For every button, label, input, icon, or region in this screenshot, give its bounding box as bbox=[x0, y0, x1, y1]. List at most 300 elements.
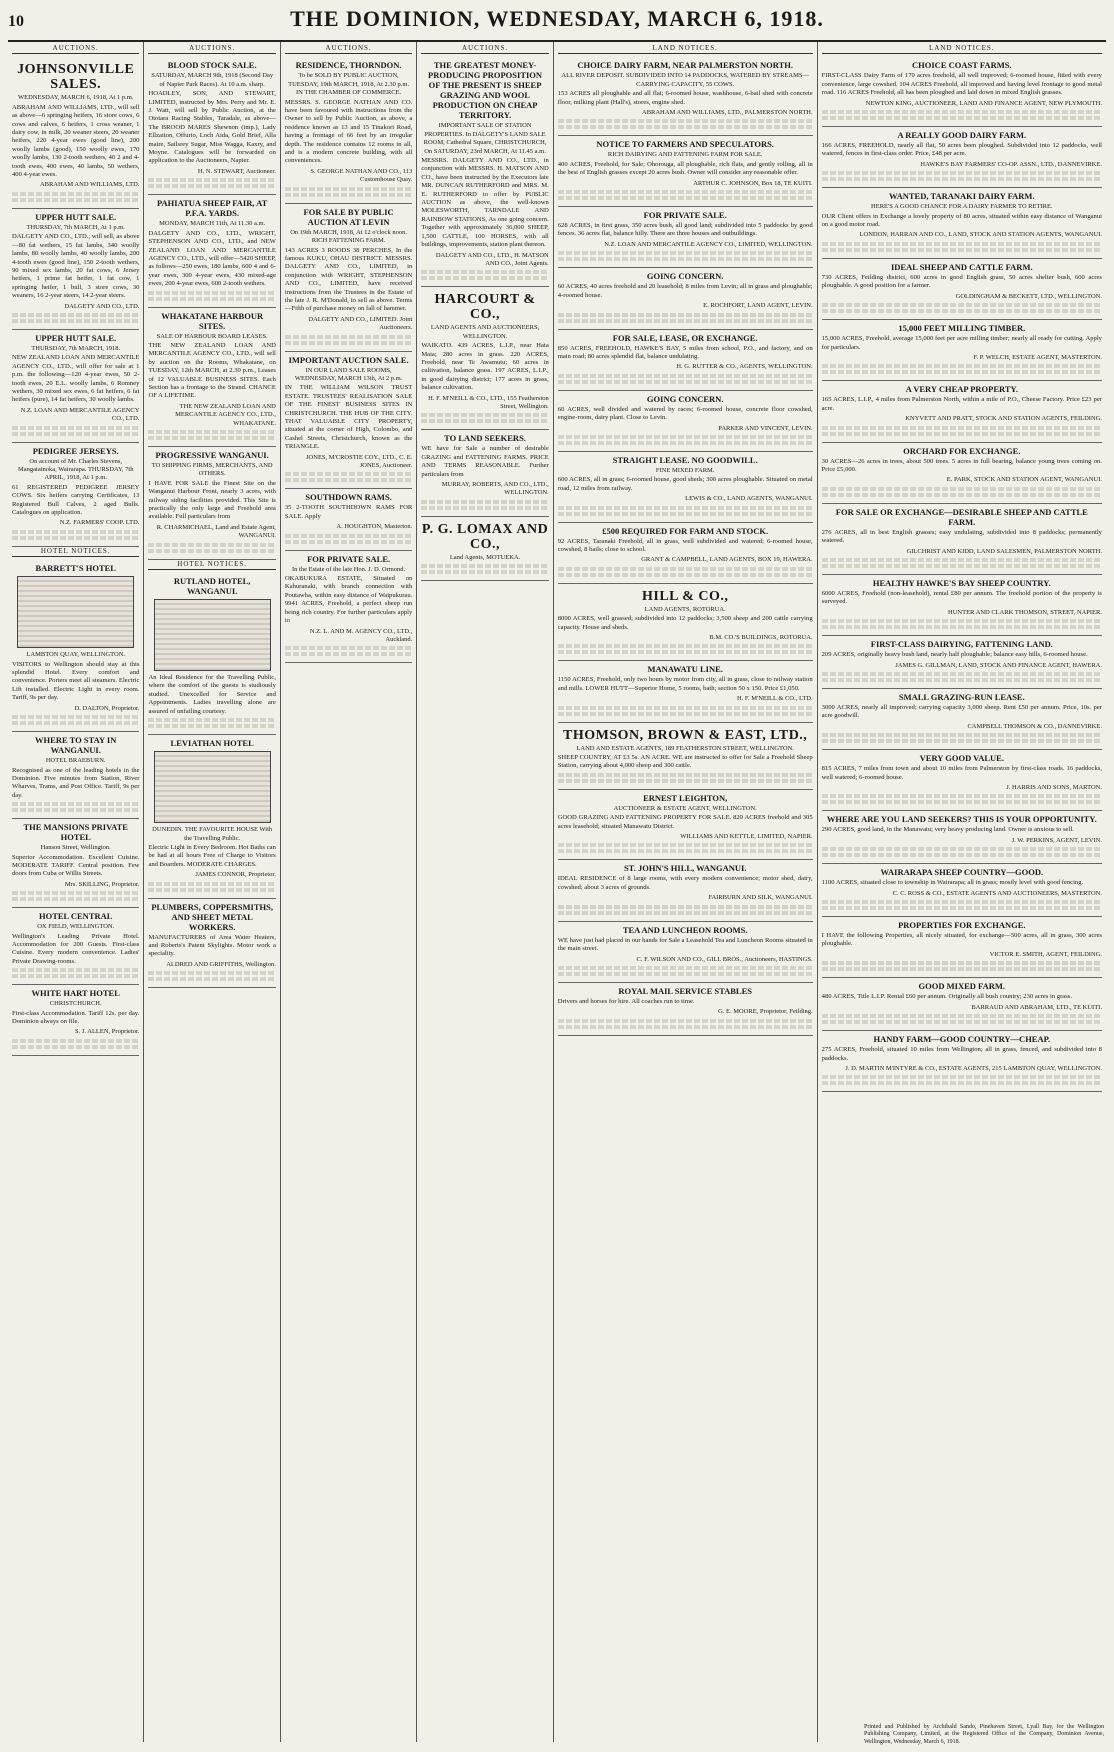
text-filler bbox=[822, 678, 1102, 682]
ad-body: DALGETY AND CO., LTD., will sell, as above—80 fat wethers, 15 fat lambs, 340 woolly lambs, 80 woolly lambs, 40 woolly lambs, 200 4-tooth ewes (good line), 150 2-tooth wethers, 90 mixed sex lambs, 20 fat cows, 6 Jersey heifers, 1 prime fat heifer, 1 fat cow, 1 springing heifer, 1 bull, 3 store cows, 30 weaners, 16 2-year steers, 14 2-year steers. bbox=[12, 233, 140, 300]
ad-subheading: OX FIELD, WELLINGTON. bbox=[37, 923, 115, 931]
ad-body: I HAVE the following Properties, all nicely situated, for exchange—500 acres, all in grass, 300 acres ploughable. bbox=[821, 932, 1102, 948]
ad-heading: PROPERTIES FOR EXCHANGE. bbox=[898, 920, 1026, 931]
hotel-ad bbox=[12, 560, 139, 732]
text-filler bbox=[558, 196, 813, 200]
ad-heading: HOTEL CENTRAL bbox=[38, 911, 113, 922]
ad-body: SHEEP COUNTRY, AT £3 5s. AN ACRE. WE are instructed to offer for Sale a Freehold Sheep Station, carrying about 4,000 sheep and 300 cattle. bbox=[557, 754, 813, 770]
ad-signature: B.M. CO.'S BUILDINGS, ROTORUA. bbox=[709, 634, 813, 641]
classified-ad bbox=[558, 57, 813, 136]
ad-body: OKABUKURA ESTATE, Situated on Kahuranaki, with branch connection with Poutawha, within easy distance of Waipukurau. 9941 ACRES, Freehold, a perfect sheep run being rich country. For further particulars apply to bbox=[284, 575, 413, 625]
ad-heading: UPPER HUTT SALE. bbox=[35, 211, 117, 222]
ad-heading: 15,000 FEET MILLING TIMBER. bbox=[898, 323, 1026, 334]
text-filler bbox=[558, 512, 813, 516]
section-heading: AUCTIONS. bbox=[12, 44, 139, 54]
ad-subheading: LAND AGENTS AND AUCTIONEERS, WELLINGTON. bbox=[430, 324, 540, 340]
ad-body: I HAVE FOR SALE the Finest Site on the Wanganui Harbour Front, nearly 3 acres, with railway siding facilities provided. This Site is practically the only large and Freehold area available. Full particulars from bbox=[148, 479, 276, 521]
ad-body: WE have for Sale a number of desirable GRAZING and FATTENING FARMS. PRICE AND TERMS REASONABLE. Further particulars from bbox=[421, 445, 549, 478]
ad-signature: H. G. RUTTER & CO., AGENTS, WELLINGTON. bbox=[676, 363, 813, 371]
ad-heading: CHOICE DAIRY FARM, NEAR PALMERSTON NORTH. bbox=[577, 60, 793, 71]
ad-heading: HARCOURT & CO., bbox=[434, 292, 536, 323]
text-filler bbox=[421, 276, 548, 280]
text-filler bbox=[822, 242, 1102, 246]
ad-subheading: CHRISTCHURCH. bbox=[49, 1000, 102, 1008]
text-filler bbox=[822, 171, 1102, 175]
text-filler bbox=[12, 897, 139, 901]
ad-heading: A VERY CHEAP PROPERTY. bbox=[905, 384, 1019, 395]
ad-heading: SMALL GRAZING-RUN LEASE. bbox=[898, 692, 1025, 702]
hotel-illustration bbox=[154, 599, 271, 671]
text-filler bbox=[558, 374, 813, 378]
ad-body: MESSRS. S. GEORGE NATHAN AND CO. have been favoured with instructions from the Owner to sell by Public Auction, as above, a residence known as 13 and 15 Tinakori Road, having a frontage of 66 feet by an irregular depth. The residence contains 12 rooms in all, and is a modern concrete building, with all conveniences. bbox=[284, 98, 413, 165]
ad-signature: LEWIS & CO., LAND AGENTS, WANGANUI. bbox=[685, 495, 813, 503]
ad-signature: KNYVETT AND PRATT, STOCK AND STATION AGENTS, FEILDING. bbox=[905, 415, 1102, 423]
text-filler bbox=[822, 900, 1102, 904]
ad-signature: GILCHRIST AND KIDD, LAND SALESMEN, PALMERSTON NORTH. bbox=[906, 547, 1102, 555]
ad-body: Drivers and horses for hire. All coaches run to time. bbox=[557, 997, 695, 1005]
ad-body: 35 2-TOOTH SOUTHDOWN RAMS FOR SALE. Apply bbox=[284, 504, 413, 520]
ad-signature: F. P. WELCH, ESTATE AGENT, MASTERTON. bbox=[973, 353, 1102, 361]
ad-body: 166 ACRES, FREEHOLD, nearly all flat, 50 acres been ploughed. Subdivided into 12 paddocks, well watered, fences in first-class order. Price, £48 per acre. bbox=[821, 142, 1102, 158]
text-filler bbox=[558, 567, 813, 571]
text-filler bbox=[822, 672, 1102, 676]
text-filler bbox=[822, 625, 1102, 629]
text-filler bbox=[12, 1045, 139, 1049]
ad-heading: FOR SALE OR EXCHANGE—DESIRABLE SHEEP AND CATTLE FARM. bbox=[835, 506, 1088, 527]
ad-body: 3000 ACRES, nearly all improved; carrying capacity 3,000 sheep. Rent £50 per annum. Price, 10s. per acre goodwill. bbox=[821, 704, 1102, 720]
ad-signature: DALGETY AND CO., LIMITED. Joint Auctioneers. bbox=[308, 315, 413, 332]
ad-heading: MANAWATU LINE. bbox=[647, 664, 723, 675]
classified-ad bbox=[558, 207, 813, 268]
ad-heading: JOHNSONVILLE SALES. bbox=[17, 62, 135, 93]
ad-heading: WHERE TO STAY IN WANGANUI. bbox=[35, 735, 117, 756]
classified-ad bbox=[558, 391, 813, 452]
text-filler bbox=[558, 779, 813, 783]
ad-signature: MURRAY, ROBERTS, AND CO., LTD., WELLINGTON. bbox=[441, 481, 549, 497]
text-filler bbox=[148, 549, 275, 553]
text-filler bbox=[12, 891, 139, 895]
ad-signature: N.Z. LOAN AND MERCANTILE AGENCY CO., LTD. bbox=[20, 406, 140, 423]
ad-heading: VERY GOOD VALUE. bbox=[919, 753, 1004, 764]
ad-body: 628 ACRES, in first grass, 350 acres bush, all good land; subdivided into 5 paddocks by good fences. 36 acres flat, balance hilly. There are three houses and outbuildings. bbox=[557, 222, 813, 238]
ad-heading: WHERE ARE YOU LAND SEEKERS? THIS IS YOUR OPPORTUNITY. bbox=[826, 814, 1097, 825]
classified-ad bbox=[285, 551, 412, 664]
ad-body: DALGETY AND CO., LTD., WRIGHT, STEPHENSON AND CO., LTD., and NEW ZEALAND LOAN AND MERCANTILE AGENCY CO., LTD., will offer—5420 SHEEP, as follows—250 ewes, 180 lambs, 600 4 and 6-year ewes, 300 4-year ewes, 430 mixed-age ewes, 200 4-year ewes, 600 2-tooth wethers. bbox=[148, 229, 276, 288]
text-filler bbox=[285, 472, 412, 476]
ad-signature: J. W. PERKINS, AGENT, LEVIN. bbox=[1011, 836, 1102, 844]
ad-signature: HAWKE'S BAY FARMERS' CO-OP. ASSN., LTD., DANNEVIRKE. bbox=[920, 160, 1102, 168]
classified-ad bbox=[822, 864, 1102, 917]
imprint: Printed and Published by Archibald Sando, Pinehaven Street, Lyall Bay, for the Wellington Publishing Company, Limited, at the Registered Office of the Company, Dominion Avenue, Wellington, Wednesday, March 6, 1918. bbox=[864, 1723, 1104, 1745]
classified-ad bbox=[822, 259, 1102, 320]
text-filler bbox=[148, 430, 275, 434]
ad-heading: BARRETT'S HOTEL bbox=[35, 563, 116, 574]
text-filler bbox=[558, 1019, 813, 1023]
hotel-ad bbox=[12, 819, 139, 908]
text-filler bbox=[12, 536, 139, 540]
text-filler bbox=[822, 733, 1102, 737]
classified-ad bbox=[285, 57, 412, 203]
ad-signature: JAMES G. GILLMAN, LAND, STOCK AND FINANCE AGENT, HAWERA. bbox=[895, 661, 1102, 669]
text-filler bbox=[558, 313, 813, 317]
text-filler bbox=[558, 843, 813, 847]
classified-ad bbox=[822, 811, 1102, 864]
text-filler bbox=[148, 184, 275, 188]
text-filler bbox=[822, 853, 1102, 857]
column-auctions-2 bbox=[144, 42, 280, 1742]
classified-ad bbox=[822, 689, 1102, 750]
ad-body: Electric Light in Every Bedroom. Hot Baths can be had at all hours Free of Charge to Visitors and Boarders. MODERATE CHARGES. bbox=[148, 843, 276, 868]
section-heading: LAND NOTICES. bbox=[822, 44, 1102, 54]
text-filler bbox=[285, 540, 412, 544]
classified-ad bbox=[822, 978, 1102, 1031]
ad-body: Superior Accommodation. Excellent Cuisine. MODERATE TARIFF. Central position. Few doors from Cuba or Willis Streets. bbox=[12, 853, 140, 878]
ad-heading: FIRST-CLASS DAIRYING, FATTENING LAND. bbox=[870, 639, 1053, 650]
text-filler bbox=[421, 500, 548, 504]
column-auctions-3 bbox=[281, 42, 417, 1742]
ad-subheading: HERE'S A GOOD CHANCE FOR A DAIRY FARMER TO RETIRE. bbox=[871, 203, 1053, 211]
ad-signature: DALGETY AND CO., LTD., H. MATSON AND CO., Joint Agents. bbox=[435, 251, 549, 267]
hotel-ad bbox=[12, 908, 139, 985]
ad-signature: GRANT & CAMPBELL, LAND AGENTS, BOX 19, HAWERA. bbox=[641, 556, 813, 564]
ad-signature: JONES, M'CROSTIE COY., LTD., C. E. JONES, Auctioneer. bbox=[306, 453, 413, 470]
ad-signature: C. F. WILSON AND CO., GILL BROS., Auctioneers, HASTINGS. bbox=[636, 955, 813, 963]
ad-body: HOADLEY, SON, AND STEWART, LIMITED, instructed by Mrs. Perry and Mr. E. J. Watt, will sell by Public Auction, at the Ototara Racing Stables, Taradale, as above—The BROOD MARES Shewnon (imp.), Lady Ellzaiton, Offurio, Loch Aida, Gold Brief, Alla maire, Sailsrey Sugar, Miss Wagga, Kaxry, and Moyne. Catalogues will be forwarded on application to the Auctioneers, Napier. bbox=[148, 90, 276, 165]
text-filler bbox=[285, 478, 412, 482]
classified-ad bbox=[822, 575, 1102, 636]
ad-body: 61 REGISTERED PEDIGREE JERSEY COWS. Six heifers carrying Certificates, 13 Registered Bull Calves, 2 aged Bulls. Catalogues on application. bbox=[12, 483, 140, 517]
classified-ad bbox=[148, 308, 275, 447]
classified-ad bbox=[558, 523, 813, 584]
ad-signature: D. DALTON, Proprietor. bbox=[74, 704, 140, 712]
text-filler bbox=[558, 712, 813, 716]
text-filler bbox=[148, 291, 275, 295]
hotel-ad bbox=[148, 899, 275, 989]
text-filler bbox=[148, 436, 275, 440]
ad-heading: ORCHARD FOR EXCHANGE. bbox=[903, 445, 1021, 456]
ad-heading: HEALTHY HAWKE'S BAY SHEEP COUNTRY. bbox=[872, 577, 1051, 588]
ad-signature: VICTOR E. SMITH, AGENT, FEILDING. bbox=[989, 950, 1102, 958]
text-filler bbox=[558, 506, 813, 510]
text-filler bbox=[285, 187, 412, 191]
column-land-notices-2 bbox=[818, 42, 1106, 1742]
ad-signature: GOLDINGHAM & BECKETT, LTD., WELLINGTON. bbox=[955, 292, 1102, 300]
classified-ad bbox=[822, 917, 1102, 978]
ad-heading: SOUTHDOWN RAMS. bbox=[305, 492, 392, 503]
column-auctions-1 bbox=[8, 42, 144, 1742]
ad-heading: THOMSON, BROWN & EAST, LTD., bbox=[563, 727, 808, 743]
text-filler bbox=[558, 125, 813, 129]
text-filler bbox=[12, 808, 139, 812]
ad-body: 60 ACRES, well divided and watered by races; 6-roomed house, concrete floor cowshed, engine-room, dairy plant. Close to Levin. bbox=[557, 405, 813, 422]
newspaper-title: THE DOMINION, WEDNESDAY, MARCH 6, 1918. bbox=[290, 6, 824, 31]
text-filler bbox=[12, 426, 139, 430]
ad-body: FIRST-CLASS Dairy Farm of 170 acres freehold, all well improved; 6-roomed house, fitted with every convenience, large cowshed. 104 ACRES Freehold, all improved and having level frontage to good metal road. 116 ACRES Freehold, all has been ploughed and laid down in mixed English grasses. bbox=[821, 72, 1102, 97]
ad-heading: FOR SALE BY PUBLIC AUCTION AT LEVIN bbox=[303, 206, 394, 227]
hotel-illustration bbox=[17, 576, 134, 648]
ad-body: 15,000 ACRES, Freehold, average 15,000 feet per acre milling timber; nearly all ready for cutting. Apply for particulars. bbox=[821, 335, 1102, 351]
text-filler bbox=[558, 905, 813, 909]
ad-body: 1100 ACRES, situated close to township in Wairarapa; all in grass; mostly level with good fencing. bbox=[821, 879, 1084, 887]
ad-signature: S. J. ALLEN, Proprietor. bbox=[74, 1028, 140, 1036]
text-filler bbox=[822, 364, 1102, 368]
ad-heading: FOR SALE, LEASE, OR EXCHANGE. bbox=[612, 332, 758, 343]
ad-signature: C. C. ROSS & CO., ESTATE AGENTS AND AUCTIONEERS, MASTERTON. bbox=[892, 889, 1102, 897]
text-filler bbox=[822, 800, 1102, 804]
ad-signature: JAMES CONNOR, Proprietor. bbox=[195, 871, 276, 879]
ad-subheading: DUNEDIN. THE FAVOURITE HOUSE With the Travelling Public. bbox=[152, 826, 273, 842]
text-filler bbox=[421, 506, 548, 510]
ad-body: Wellington's Leading Private Hotel. Accommodation for 200 Guests. First-class Cuisine. Every modern convenience. Ladies' Private Drawing-rooms. bbox=[12, 932, 140, 965]
text-filler bbox=[12, 432, 139, 436]
ad-subheading: RICH DAIRYING AND FATTENING FARM FOR SALE. bbox=[607, 151, 763, 159]
ad-heading: GOOD MIXED FARM. bbox=[918, 981, 1006, 992]
classified-ad bbox=[285, 352, 412, 490]
text-filler bbox=[822, 1081, 1102, 1085]
ad-heading: ST. JOHN'S HILL, WANGANUI. bbox=[623, 863, 747, 874]
section-heading: AUCTIONS. bbox=[148, 44, 275, 54]
classified-ad bbox=[421, 517, 548, 581]
classified-ad bbox=[822, 57, 1102, 127]
ad-body: GOOD GRAZING AND FATTENING PROPERTY FOR SALE. 820 ACRES freehold and 305 acres leasehold; situated Manawatu District. bbox=[557, 814, 813, 830]
masthead bbox=[8, 6, 1106, 42]
ad-signature: NEWTON KING, AUCTIONEER, LAND AND FINANCE AGENT, NEW PLYMOUTH. bbox=[865, 99, 1102, 107]
ad-body: IDEAL RESIDENCE of 8 large rooms, with every modern convenience; motor shed, dairy, cowshed; about 3 acres of grounds. bbox=[557, 875, 813, 891]
classified-ad bbox=[822, 636, 1102, 689]
ad-signature: R. CHARMICHAEL, Land and Estate Agent, WANGANUI. bbox=[156, 523, 276, 540]
classified-ad bbox=[421, 57, 548, 287]
ad-heading: IDEAL SHEEP AND CATTLE FARM. bbox=[890, 261, 1033, 272]
hotel-ad bbox=[12, 985, 139, 1056]
ad-subheading: FINE MIXED FARM. bbox=[655, 466, 715, 474]
ad-body: 143 ACRES 3 ROODS 38 PERCHES, In the famous KUKU, OHAU DISTRICT. MESSRS. DALGETY AND CO., LIMITED, in conjunction with WRIGHT, STEPHENSON AND CO., LIMITED, have received instructions from the Trustees in the Estate of the late J. R. M'Donald, to sell as above. Terms—Fifth of purchase money on fall of hammer. bbox=[284, 246, 413, 313]
text-filler bbox=[148, 297, 275, 301]
hotel-section-heading: HOTEL NOTICES. bbox=[148, 560, 275, 570]
classified-ad bbox=[558, 661, 813, 722]
text-filler bbox=[421, 564, 548, 568]
text-filler bbox=[558, 441, 813, 445]
page-number: 10 bbox=[8, 13, 24, 30]
text-filler bbox=[822, 432, 1102, 436]
text-filler bbox=[12, 192, 139, 196]
text-filler bbox=[822, 487, 1102, 491]
ad-signature: BARRAUD AND ABRAHAM, LTD., TE KUITI. bbox=[971, 1003, 1102, 1011]
classified-ad bbox=[12, 330, 139, 443]
text-filler bbox=[421, 570, 548, 574]
ad-heading: HANDY FARM—GOOD COUNTRY—CHEAP. bbox=[873, 1034, 1051, 1045]
text-filler bbox=[822, 558, 1102, 562]
ad-heading: ERNEST LEIGHTON, bbox=[643, 792, 728, 803]
ad-heading: FOR PRIVATE SALE. bbox=[307, 553, 391, 564]
classified-ad bbox=[12, 443, 139, 547]
ad-body: 153 ACRES all ploughable and all flat; 6-roomed house, washhouse, 6-bail shed with concrete floor, milking plant (Hall's), stores, engine shed. bbox=[557, 90, 813, 106]
classified-ad bbox=[421, 430, 548, 516]
ad-subheading: THURSDAY, 7th MARCH, At 1 p.m. bbox=[26, 223, 125, 231]
ad-subheading: AUCTIONEER & ESTATE AGENT, WELLINGTON. bbox=[613, 804, 757, 812]
classified-ad bbox=[822, 750, 1102, 811]
classified-ad bbox=[12, 209, 139, 330]
ad-body: MESSRS. DALGETY AND CO., LTD., in conjunction with MESSRS. H. MATSON AND CO., have been instructed by the Executors late MR. DUNCAN RUTHERFORD and MRS. M. E. RUTHERFORD to offer by PUBLIC AUCTION as above, the well-known MOLESWORTH, TARNDALE AND RAINBOW STATIONS, As one going concern. Together with approximately 36,000 SHEEP, 1,500 CATTLE, 100 HORSES, with all buildings, improvements, station plant thereon. bbox=[421, 157, 549, 249]
ad-subheading: Hanson Street, Wellington. bbox=[40, 844, 111, 852]
ad-subheading: ALL RIVER DEPOSIT. SUBDIVIDED INTO 14 PADDOCKS, WATERED BY STREAMS—CARRYING CAPACITY, 55 COWS. bbox=[561, 72, 809, 88]
ad-body: 1150 ACRES, Freehold, only two hours by motor from city, all in grass, close to railway station and mills. LOWER HUTT—Superior Home, 5 rooms, bath; section 50 x 150. Price £1,050. bbox=[557, 676, 813, 692]
ad-body: MANUFACTURERS of Area Water Heaters, and Roberts's Patent Skylights. Motor work a speciality. bbox=[148, 933, 276, 958]
classified-ad bbox=[285, 489, 412, 550]
ad-signature: ALDRED AND GRIFFITHS, Wellington. bbox=[166, 960, 276, 968]
ad-signature: N.Z. L. AND M. AGENCY CO., LTD., Auckland. bbox=[309, 627, 413, 643]
classified-ad bbox=[558, 723, 813, 790]
ad-body: 276 ACRES, all in best English grasses; easy undulating, subdivided into 8 paddocks; permanently watered. bbox=[821, 528, 1102, 545]
ad-signature: H. N. STEWART, Auctioneer. bbox=[197, 167, 276, 175]
text-filler bbox=[12, 530, 139, 534]
ad-signature: LONDON, HARRAN AND CO., LAND, STOCK AND STATION AGENTS, WANGANUI. bbox=[859, 231, 1102, 239]
ad-heading: WHAKATANE HARBOUR SITES. bbox=[161, 310, 264, 331]
text-filler bbox=[12, 198, 139, 202]
text-filler bbox=[148, 882, 275, 886]
ad-signature: J. D. MARTIN M'INTYRE & CO., ESTATE AGENTS, 215 LAMBTON QUAY, WELLINGTON. bbox=[845, 1064, 1102, 1072]
ad-subheading: To be SOLD BY PUBLIC AUCTION, TUESDAY, 19th MARCH, 1918, At 2.30 p.m. IN THE CHAMBER OF COMMERCE. bbox=[288, 72, 410, 97]
ad-body: 92 ACRES, Taranaki Freehold, all in grass, well subdivided and watered; 6-roomed house, cowshed, 8 bails; close to school. bbox=[557, 537, 813, 553]
text-filler bbox=[822, 564, 1102, 568]
column-auctions-4 bbox=[417, 42, 553, 1742]
ad-subheading: SATURDAY, MARCH 9th, 1918 (Second Day of Napier Park Races). At 10 a.m. sharp. bbox=[151, 72, 274, 88]
ad-heading: HILL & CO., bbox=[641, 588, 729, 604]
ad-heading: UPPER HUTT SALE. bbox=[35, 332, 117, 343]
text-filler bbox=[822, 961, 1102, 965]
ad-signature: DALGETY AND CO., LTD. bbox=[64, 302, 140, 310]
ad-signature: G. E. MOORE, Proprietor, Feilding. bbox=[718, 1008, 813, 1016]
text-filler bbox=[12, 1039, 139, 1043]
ad-subheading: SALE OF HARBOUR BOARD LEASES. bbox=[156, 332, 268, 340]
ad-body: 400 ACRES, Freehold, for Sale; Ohorouga, all ploughable, rich flats, and gently rolling, all in the best of English grasses except 20 acres bush. Owner will consider any reasonable offer. bbox=[557, 160, 813, 177]
text-filler bbox=[822, 248, 1102, 252]
ad-body: 815 ACRES, 7 miles from town and about 10 miles from Palmerston by first-class roads. 16 paddocks, well watered; 6-roomed house. bbox=[821, 765, 1102, 781]
text-filler bbox=[558, 573, 813, 577]
ad-subheading: On 19th MARCH, 1918, At 12 o'clock noon. RICH FATTENING FARM. bbox=[290, 228, 407, 245]
ad-subheading: In the Estate of the late Hon. J. D. Ormond. bbox=[292, 565, 406, 573]
text-filler bbox=[12, 715, 139, 719]
ad-signature: ABRAHAM AND WILLIAMS, LTD. bbox=[39, 181, 140, 189]
text-filler bbox=[12, 721, 139, 725]
ad-body: WE have just had placed in our hands for Sale a Leasehold Tea and Luncheon Rooms situated in the main street. bbox=[557, 936, 813, 953]
classified-ad bbox=[558, 452, 813, 523]
ad-heading: BLOOD STOCK SALE. bbox=[167, 60, 257, 71]
text-filler bbox=[285, 534, 412, 538]
text-filler bbox=[558, 650, 813, 654]
ad-heading: THE MANSIONS PRIVATE HOTEL bbox=[23, 822, 128, 843]
hotel-illustration bbox=[154, 751, 271, 823]
text-filler bbox=[12, 968, 139, 972]
text-filler bbox=[822, 493, 1102, 497]
classified-ad bbox=[558, 330, 813, 391]
text-filler bbox=[148, 724, 275, 728]
ad-heading: A REALLY GOOD DAIRY FARM. bbox=[897, 130, 1027, 141]
text-filler bbox=[148, 543, 275, 547]
ad-signature: THE NEW ZEALAND LOAN AND MERCANTILE AGENCY CO., LTD., WHAKATANE. bbox=[175, 402, 276, 427]
ad-signature: J. HARRIS AND SONS, MARTON. bbox=[1006, 784, 1102, 792]
ad-heading: PAHIATUA SHEEP FAIR, AT P.F.A. YARDS. bbox=[156, 198, 268, 219]
classified-ad bbox=[822, 443, 1102, 504]
ad-signature: CAMPBELL THOMSON & CO., DANNEVIRKE. bbox=[967, 722, 1102, 730]
hotel-ad bbox=[148, 735, 275, 898]
ad-heading: RESIDENCE, THORNDON. bbox=[295, 60, 402, 71]
text-filler bbox=[822, 110, 1102, 114]
classified-ad bbox=[558, 860, 813, 921]
ad-signature: E. PARK, STOCK AND STATION AGENT, WANGANUI. bbox=[946, 476, 1102, 484]
ad-body: VISITORS to Wellington should stay at this splendid Hotel. Every comfort and convenience. Porters meet all steamers. Electric Lift installed. Electric Light in every room. Tariff, 9s per day. bbox=[12, 660, 140, 702]
ad-body: 480 ACRES, Title L.I.P. Rental £60 per annum. Originally all bush country; 230 acres in grass. bbox=[821, 993, 1072, 1001]
text-filler bbox=[558, 190, 813, 194]
ad-heading: GOING CONCERN. bbox=[646, 271, 724, 282]
classified-ad bbox=[822, 504, 1102, 575]
text-filler bbox=[822, 906, 1102, 910]
classified-ad bbox=[822, 320, 1102, 381]
ad-heading: NOTICE TO FARMERS AND SPECULATORS. bbox=[596, 139, 774, 150]
ad-heading: PLUMBERS, COPPERSMITHS, AND SHEET METAL WORKERS. bbox=[151, 901, 273, 932]
text-filler bbox=[148, 977, 275, 981]
ad-signature: E. ROCHFORT, LAND AGENT, LEVIN. bbox=[703, 302, 813, 310]
text-filler bbox=[822, 370, 1102, 374]
ad-body: 60 ACRES, 40 acres freehold and 20 leasehold; 8 miles from Levin; all in grass and ploughable; 4-roomed house. bbox=[557, 283, 813, 299]
ad-body: Recognised as one of the leading hotels in the Dominion. Five minutes from Station, River Wharves, Trams, and Post Office. Tariff, 9s per day. bbox=[12, 766, 140, 799]
ad-body: THE NEW ZEALAND LOAN AND MERCANTILE AGENCY CO., LTD., will sell by auction on the Rooms, Whakatane, on TUESDAY, 12th MARCH, at 2.30 p.m., Leases of 12 VALUABLE BUSINESS SITES. Each Section has a frontage to the Strand. CHANCE OF A LIFETIME. bbox=[148, 341, 276, 400]
text-filler bbox=[822, 116, 1102, 120]
classified-ad bbox=[558, 983, 813, 1036]
ad-body: WAIKATO. 439 ACRES, L.I.P., near Hata Maia; 280 acres in grass. 220 ACRES, Freehold, near Te Awamutu; 60 acres in cultivation, balance grass. 197 ACRES, L.I.P., in good dairying district; 177 acres in grass, balance cultivation. bbox=[421, 342, 549, 392]
ad-heading: RUTLAND HOTEL, WANGANUI. bbox=[173, 576, 251, 597]
ad-heading: P. G. LOMAX AND CO., bbox=[421, 521, 549, 552]
ad-subheading: IN OUR LAND SALE ROOMS, WEDNESDAY, MARCH 13th, At 2 p.m. bbox=[294, 366, 403, 382]
text-filler bbox=[822, 309, 1102, 313]
text-filler bbox=[148, 888, 275, 892]
text-filler bbox=[558, 849, 813, 853]
text-filler bbox=[822, 967, 1102, 971]
text-filler bbox=[558, 319, 813, 323]
classified-ad bbox=[822, 381, 1102, 442]
ad-heading: TEA AND LUNCHEON ROOMS. bbox=[622, 924, 748, 935]
ad-heading: THE GREATEST MONEY-PRODUCING PROPOSITION OF THE PRESENT IS SHEEP GRAZING AND WOOL PRODUCTION ON CHEAP TERRITORY. bbox=[428, 60, 543, 121]
text-filler bbox=[822, 847, 1102, 851]
section-heading: AUCTIONS. bbox=[285, 44, 412, 54]
ad-subheading: MONDAY, MARCH 11th, At 11.30 a.m. bbox=[159, 220, 266, 228]
section-heading: AUCTIONS. bbox=[421, 44, 548, 54]
ad-body: 165 ACRES, L.I.P., 4 miles from Palmerston North, within a mile of P.O., Cheese Factory. Price £23 per acre. bbox=[821, 396, 1102, 412]
ad-signature: ARTHUR C. JOHNSON, Box 18, TE KUITI. bbox=[693, 179, 813, 187]
classified-ad bbox=[558, 584, 813, 662]
text-filler bbox=[558, 251, 813, 255]
classified-ad bbox=[148, 447, 275, 560]
ad-subheading: LAMBTON QUAY, WELLINGTON. bbox=[26, 651, 126, 659]
hotel-ad bbox=[148, 573, 275, 735]
ad-heading: IMPORTANT AUCTION SALE. bbox=[288, 354, 409, 365]
ad-heading: STRAIGHT LEASE. NO GOODWILL. bbox=[612, 454, 758, 465]
classified-ad bbox=[822, 188, 1102, 259]
text-filler bbox=[12, 974, 139, 978]
classified-ad bbox=[558, 136, 813, 207]
ad-body: An Ideal Residence for the Travelling Public, where the comfort of the guests is studiously studied. Unexcelled for Service and Appointments. Ladies travelling alone are assured of unfailing courtesy. bbox=[148, 674, 276, 715]
ad-body: ABRAHAM AND WILLIAMS, LTD., will sell as above—6 springing heifers, 16 store cows, 6 cows and calves, 6 heifers, 1 cross weaner, 1 dairy cow, in milk, 20 weaner steers, 20 weaner heifers, 220 4-year ewes (good line), 200 woolly lambs (good), 150 woolly ewes, 170 woolly lambs, 130 2-tooth wethers, 40 2 and 4-tooth ewes, 400 ewes, 40 lambs, 50 wethers, 400 4-year ewes. bbox=[12, 103, 140, 179]
ad-body: 275 ACRES, Freehold, situated 10 miles from Wellington; all in grass, fenced, and subdivided into 8 paddocks. bbox=[821, 1046, 1102, 1062]
text-filler bbox=[285, 341, 412, 345]
text-filler bbox=[558, 773, 813, 777]
text-filler bbox=[822, 426, 1102, 430]
ad-signature: N.Z. LOAN AND MERCANTILE AGENCY CO., LIMITED, WELLINGTON. bbox=[604, 240, 813, 248]
ad-heading: WHITE HART HOTEL bbox=[31, 988, 120, 999]
ad-subheading: TO SHIPPING FIRMS, MERCHANTS, AND OTHERS. bbox=[151, 462, 273, 478]
text-filler bbox=[822, 1014, 1102, 1018]
ad-subheading: IMPORTANT SALE OF STATION PROPERTIES. In DALGETY'S LAND SALE ROOM, Cathedral Square, CHRISTCHURCH, On SATURDAY, 23rd MARCH, At 11.45 a.m. bbox=[423, 122, 547, 155]
ad-heading: ROYAL MAIL SERVICE STABLES bbox=[618, 985, 752, 996]
